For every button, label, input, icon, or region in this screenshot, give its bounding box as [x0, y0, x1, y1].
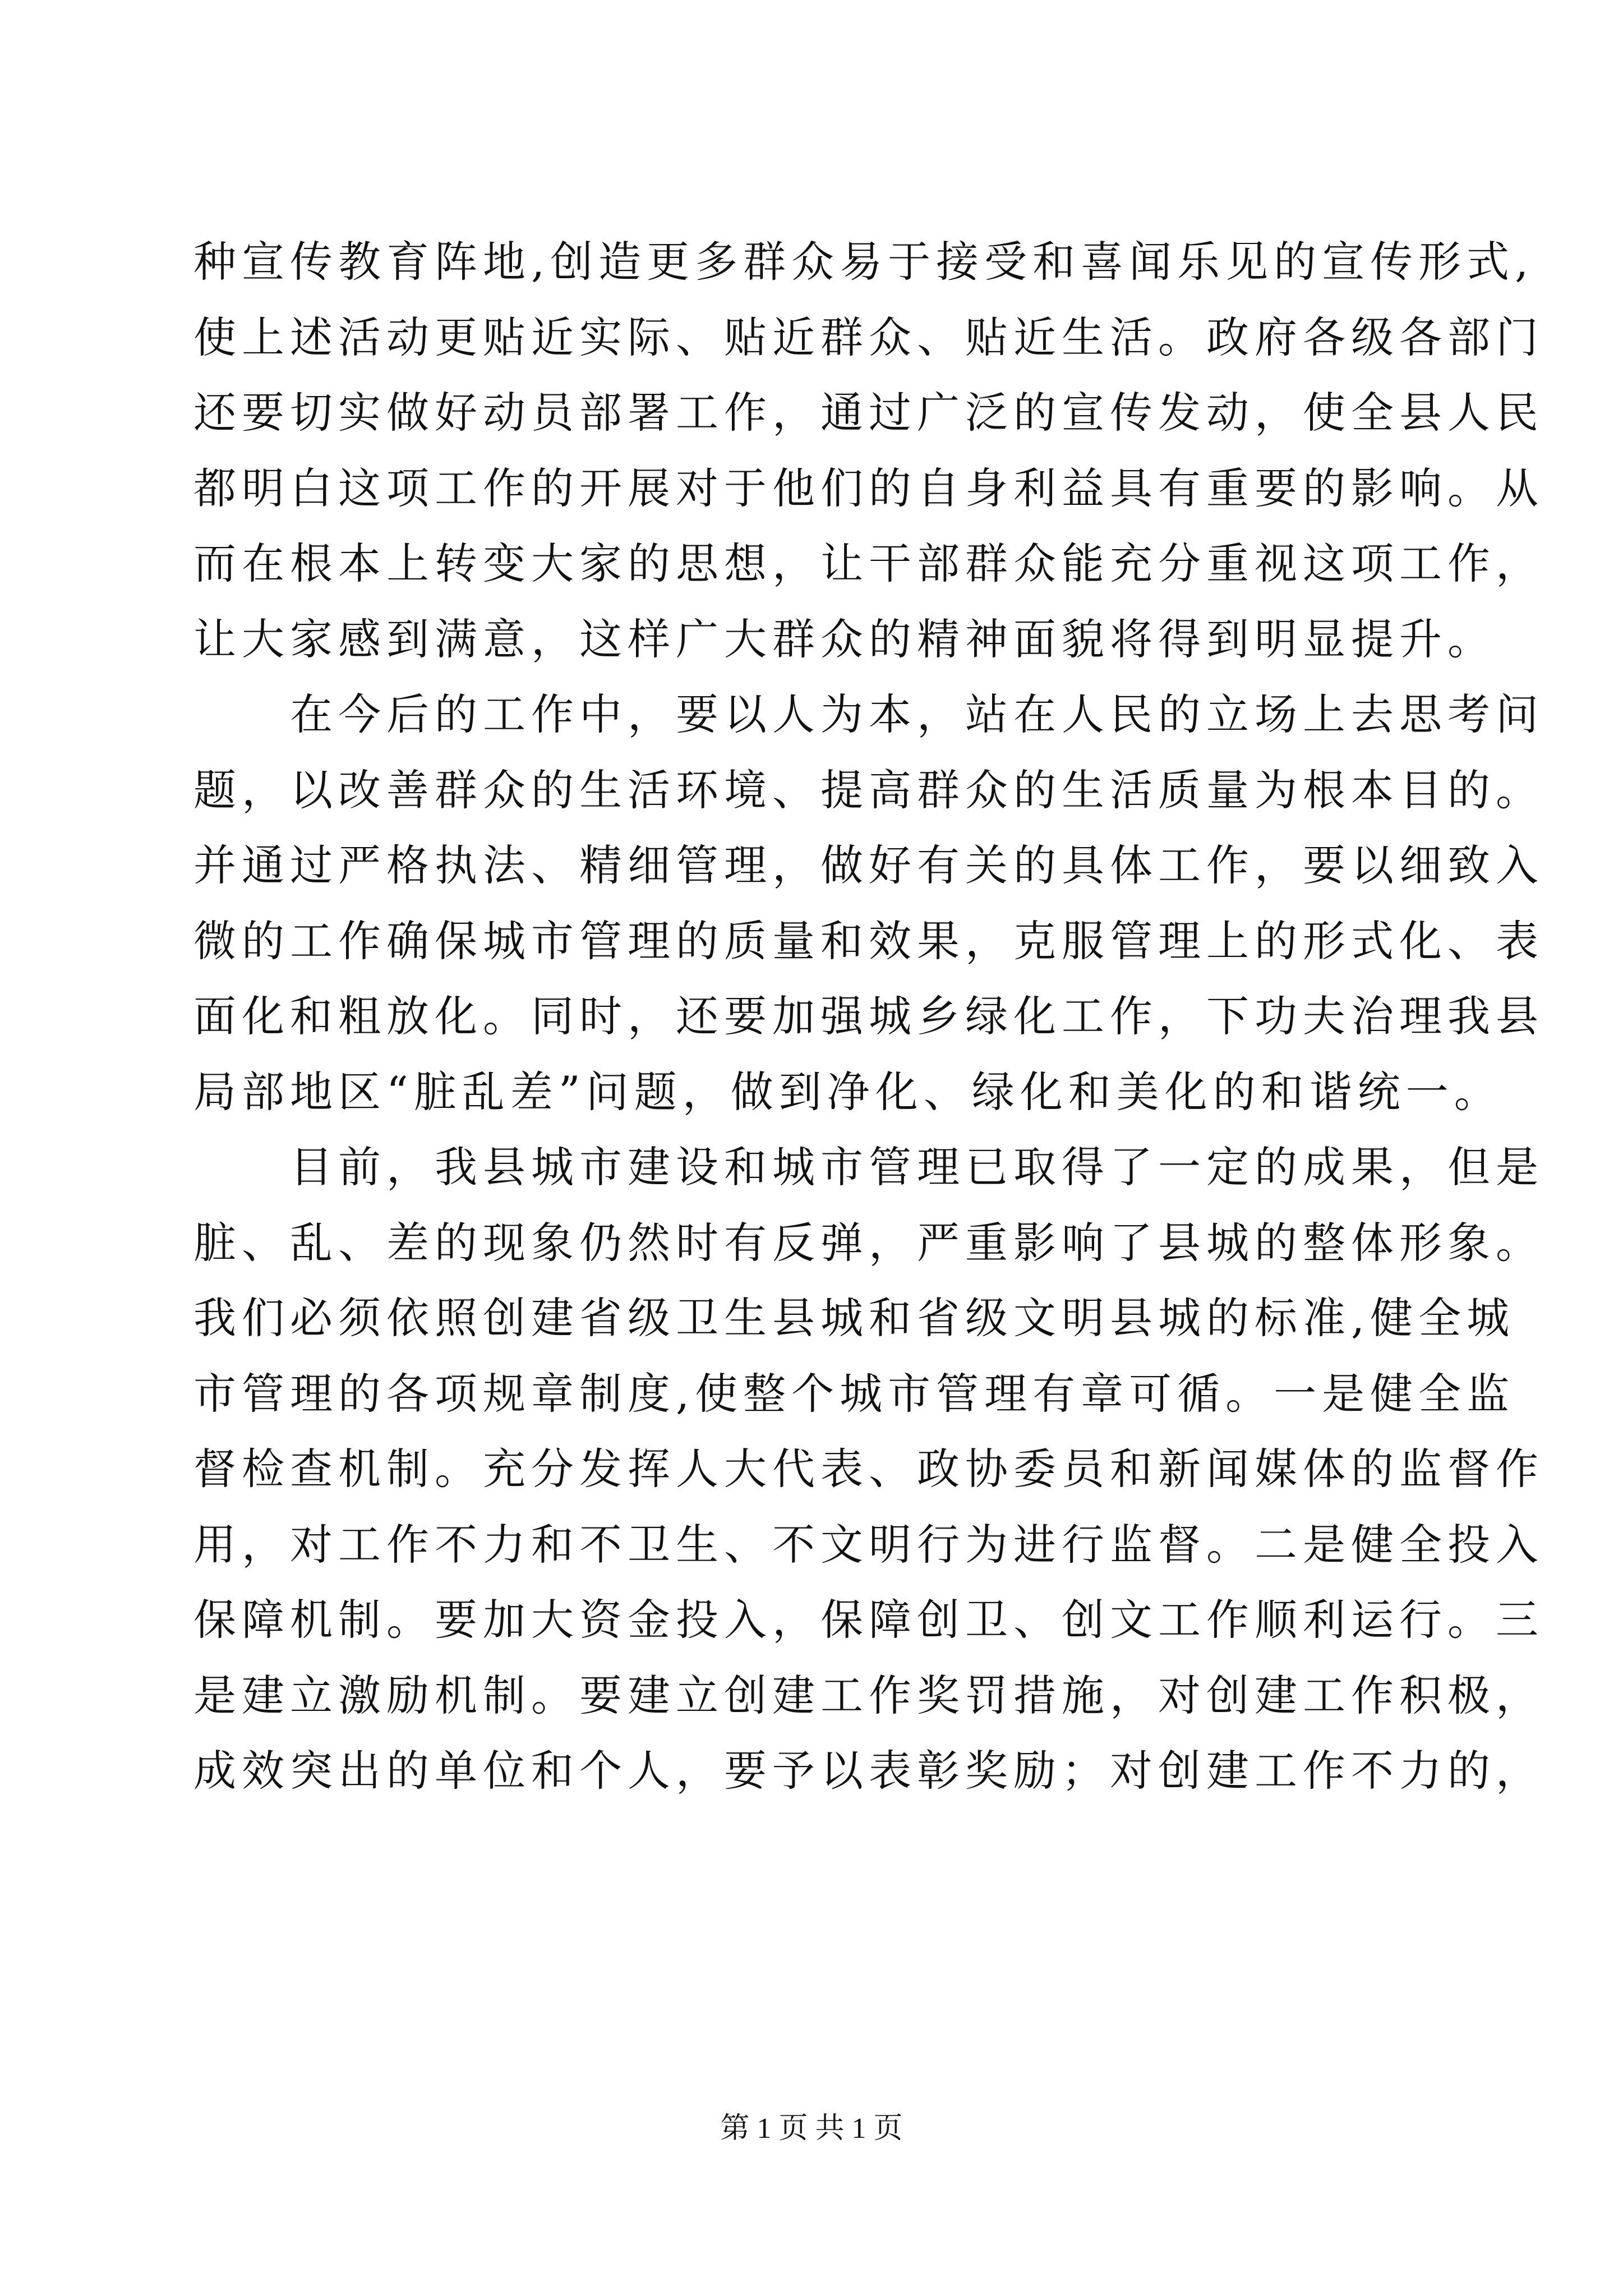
text-line: 题，以改善群众的生活环境、提高群众的生活质量为根本目的。: [193, 765, 1544, 815]
text-line: 市管理的各项规章制度,使整个城市管理有章可循。一是健全监: [193, 1368, 1515, 1419]
page-footer: 第 1 页 共 1 页: [720, 2113, 903, 2145]
body-text: [193, 224, 1544, 1809]
text-line: 种宣传教育阵地,创造更多群众易于接受和喜闻乐见的宣传形式,: [193, 237, 1534, 287]
text-line: 用，对工作不力和不卫生、不文明行为进行监督。二是健全投入: [193, 1519, 1544, 1570]
text-line: 是建立激励机制。要建立创建工作奖罚措施，对创建工作积极，: [193, 1670, 1544, 1720]
text-line: 都明白这项工作的开展对于他们的自身利益具有重要的影响。从: [193, 463, 1544, 513]
text-line: 在今后的工作中，要以人为本，站在人民的立场上去思考问: [193, 689, 1544, 739]
text-line: 成效突出的单位和个人，要予以表彰奖励；对创建工作不力的，: [193, 1746, 1544, 1796]
text-line: 而在根本上转变大家的思想，让干部群众能充分重视这项工作，: [193, 539, 1544, 588]
text-line: 目前，我县城市建设和城市管理已取得了一定的成果，但是: [193, 1142, 1544, 1192]
text-line: 让大家感到满意，这样广大群众的精神面貌将得到明显提升。: [193, 614, 1496, 664]
text-line: 面化和粗放化。同时，还要加强城乡绿化工作，下功夫治理我县: [193, 991, 1544, 1041]
text-line: 还要切实做好动员部署工作，通过广泛的宣传发动，使全县人民: [193, 388, 1544, 438]
text-line: 我们必须依照创建省级卫生县城和省级文明县城的标准,健全城: [193, 1293, 1515, 1343]
text-line: 脏、乱、差的现象仍然时有反弹，严重影响了县城的整体形象。: [193, 1217, 1544, 1268]
text-line: 使上述活动更贴近实际、贴近群众、贴近生活。政府各级各部门: [193, 312, 1544, 362]
text-line: 保障机制。要加大资金投入，保障创卫、创文工作顺利运行。三: [193, 1595, 1544, 1645]
text-line: 并通过严格执法、精细管理，做好有关的具体工作，要以细致入: [193, 840, 1544, 890]
text-line: 微的工作确保城市管理的质量和效果，克服管理上的形式化、表: [193, 915, 1544, 966]
text-line: 督检查机制。充分发挥人大代表、政协委员和新闻媒体的监督作: [193, 1444, 1544, 1494]
text-line: 局部地区“脏乱差”问题，做到净化、绿化和美化的和谐统一。: [193, 1066, 1502, 1117]
